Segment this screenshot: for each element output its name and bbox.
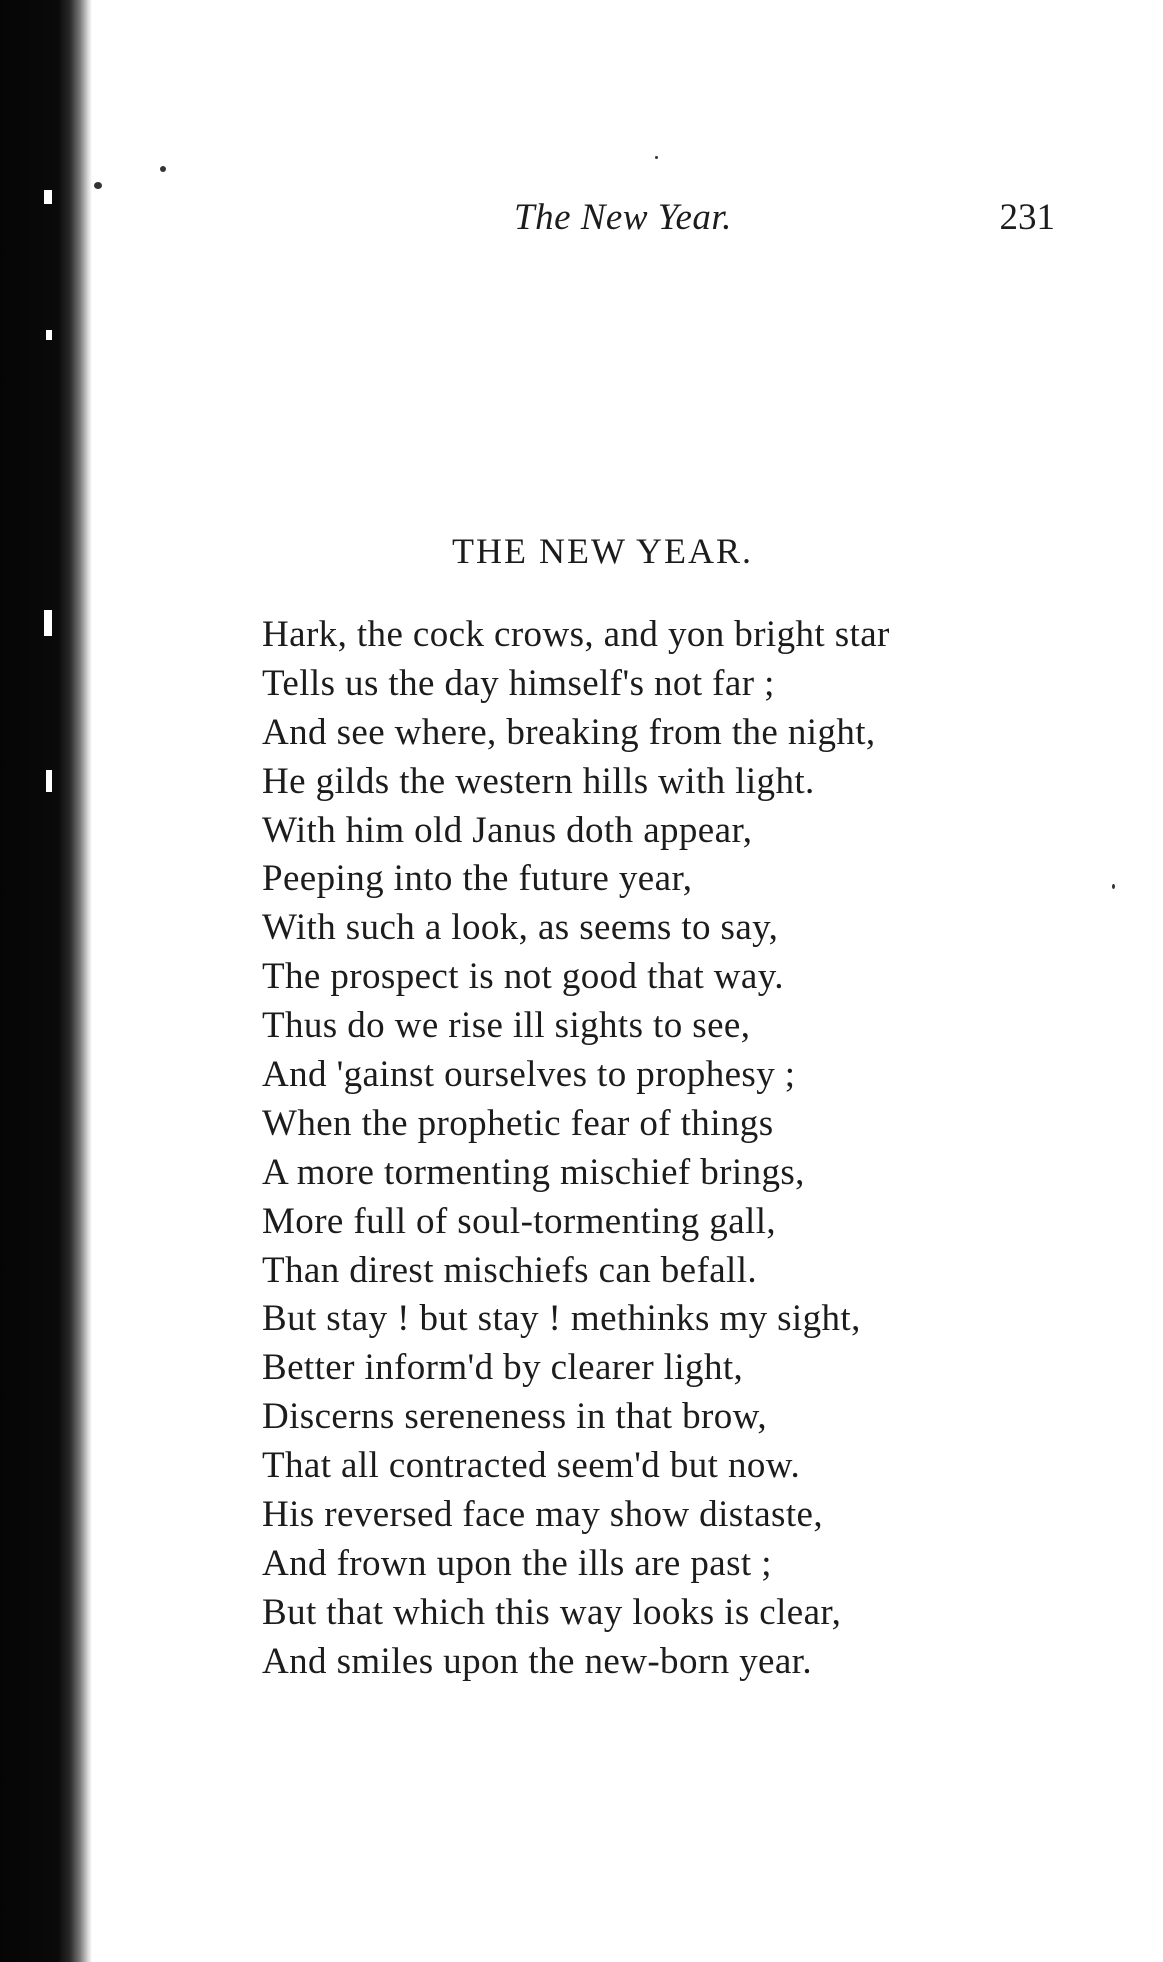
poem-line: Hark, the cock crows, and yon bright star <box>262 614 890 655</box>
poem-title: THE NEW YEAR. <box>452 531 753 571</box>
poem-line: The prospect is not good that way. <box>262 956 784 998</box>
poem-line: He gilds the western hills with light. <box>262 760 815 802</box>
binding-edge-notch <box>46 770 52 792</box>
poem-body <box>262 611 1062 1687</box>
scan-speck <box>655 156 658 159</box>
poem-line: Thus do we rise ill sights to see, <box>262 1005 751 1047</box>
poem-line: A more tormenting mischief brings, <box>262 1151 805 1193</box>
poem-line: And see where, breaking from the night, <box>262 711 876 753</box>
poem-line: And frown upon the ills are past ; <box>262 1542 772 1584</box>
running-title: The New Year. <box>514 197 732 238</box>
poem-line: Tells us the day himself's not far ; <box>262 662 775 704</box>
poem-line: More full of soul-tormenting gall, <box>262 1200 777 1242</box>
poem-line: Better inform'd by clearer light, <box>262 1347 744 1389</box>
poem-line: When the prophetic fear of things <box>262 1102 774 1144</box>
poem-line: Than direst mischiefs can befall. <box>262 1249 758 1291</box>
scan-speck <box>1112 884 1115 889</box>
scan-speck <box>160 166 166 172</box>
binding-edge-notch <box>44 610 52 636</box>
poem-line: With such a look, as seems to say, <box>262 907 779 949</box>
running-head <box>0 196 1163 246</box>
scanned-binding-edge <box>0 0 92 1962</box>
poem-line: With him old Janus doth appear, <box>262 809 753 851</box>
poem-line: That all contracted seem'd but now. <box>262 1445 801 1487</box>
binding-edge-notch <box>46 330 52 340</box>
poem-line: His reversed face may show distaste, <box>262 1494 823 1536</box>
poem-line: And smiles upon the new-born year. <box>262 1640 812 1682</box>
poem-line: And 'gainst ourselves to prophesy ; <box>262 1054 796 1096</box>
scan-speck <box>94 182 102 189</box>
poem-line: But stay ! but stay ! methinks my sight, <box>262 1298 861 1340</box>
poem-line: Peeping into the future year, <box>262 858 693 900</box>
poem-line: But that which this way looks is clear, <box>262 1591 842 1633</box>
page-number: 231 <box>999 197 1055 238</box>
poem-line: Discerns sereneness in that brow, <box>262 1396 768 1438</box>
